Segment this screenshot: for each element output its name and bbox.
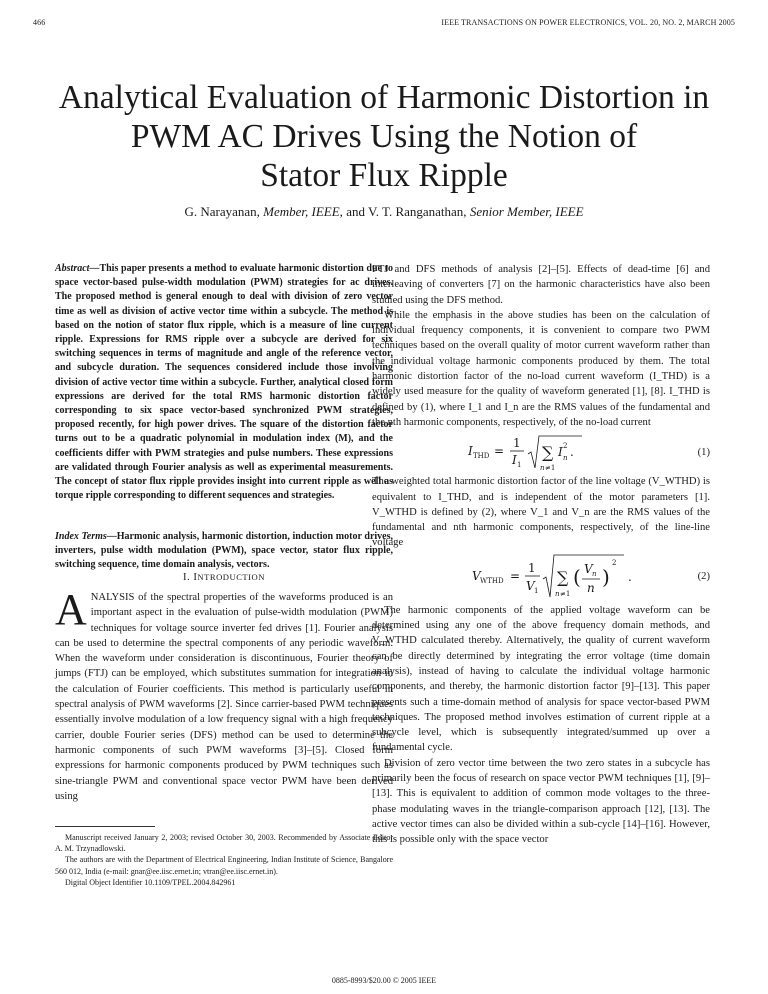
svg-text:V: V (584, 561, 593, 576)
svg-text:2: 2 (612, 558, 617, 567)
svg-text:n: n (563, 454, 568, 463)
right-column (372, 262, 710, 848)
svg-text:≠1: ≠1 (560, 589, 571, 598)
equation-1-number: (1) (697, 446, 710, 458)
svg-text:∑: ∑ (557, 567, 569, 587)
title-line-2: PWM AC Drives Using the Notion of (130, 118, 638, 155)
footnote-divider (55, 826, 155, 827)
author-line (40, 204, 728, 220)
page-number: 466 (33, 18, 46, 27)
section-heading-introduction (55, 572, 393, 583)
svg-text:): ) (602, 564, 610, 589)
svg-text:I: I (468, 444, 473, 459)
index-terms-text: Harmonic analysis, harmonic distortion, induction motor drives, inverters, pulse width modulation (PWM), space vector, stator flux ripple, switching sequence, time domain analysis, vectors. (55, 531, 393, 571)
svg-text:I: I (558, 445, 563, 460)
svg-text:=: = (510, 568, 521, 583)
paper-title (40, 78, 728, 195)
svg-text:I: I (512, 453, 517, 468)
author-2-role: Senior Member, IEEE (466, 204, 584, 219)
equation-1-graphic (372, 430, 672, 474)
svg-text:THD: THD (473, 452, 490, 461)
section-number: I. (183, 572, 194, 583)
drop-cap: A (55, 585, 87, 634)
svg-text:(: ( (573, 564, 581, 589)
footnote-affiliation: The authors are with the Department of Electrical Engineering, Indian Institute of Science, Bangalore 560 012, India (e-mail: gnar@ee.iisc.ernet.in; vtran@ee.iisc.ernet.in). (55, 855, 393, 876)
equation-1 (372, 430, 710, 474)
equation-2 (372, 551, 710, 603)
author-conjunction: and (342, 204, 368, 219)
abstract-lead: Abstract— (55, 263, 100, 274)
running-head: IEEE TRANSACTIONS ON POWER ELECTRONICS, VOL. 20, NO. 2, MARCH 2005 (441, 18, 735, 27)
equation-2-graphic (372, 551, 672, 603)
copyright-line: 0885-8993/$20.00 © 2005 IEEE (331, 976, 437, 985)
index-terms (55, 530, 393, 573)
intro-text: NALYSIS of the spectral properties of the waveforms produced is an important aspect in the evaluation of pulse-width modulation (PWM) techniques for voltage source inverter fed drives [1]. Fourier analysis can be used to determine the spectral components of any periodic waveform. When the waveform under consideration is discontinuous, Fourier theory of jumps (FTJ) can be employed, which substitutes summation for integration in the calculation of Fourier coefficients. This method is particularly useful in spectral analysis of PWM waveforms [2]. Since carrier-based PWM techniques essentially involve modulation of a low frequency signal with a high frequency carrier, double Fourier series (DFS) method can be used to determine the harmonic components of such PWM waveforms [3]–[5]. Closed form expressions for harmonic components produced by PWM techniques such as sine-triangle PWM and conventional space vector PWM have been derived using (55, 592, 393, 802)
introduction-paragraph (55, 585, 393, 804)
svg-text:≠1: ≠1 (545, 464, 556, 473)
svg-text:1: 1 (528, 560, 536, 575)
footnote-doi: Digital Object Identifier 10.1109/TPEL.2004.842961 (65, 877, 236, 887)
svg-text:n: n (592, 569, 597, 578)
svg-text:1: 1 (513, 436, 521, 451)
abstract (55, 262, 393, 503)
svg-text:.: . (570, 445, 574, 460)
abstract-text: This paper presents a method to evaluate harmonic distortion due to space vector-based pulse-width modulation (PWM) strategies for ac drives. The proposed method is general enough to deal with division of zero vector time as well as division of active vector time within a subcycle. The method is based on the notion of stator flux ripple, which is a measure of line current ripple. Expressions for RMS ripple over a subcycle are derived for six switching sequences in terms of magnitude and angle of the reference vector, and subcycle duration. The sequences considered include those involving division of active vector time within a subcycle. Further, analytical closed form expressions are derived for the total RMS harmonic distortion factor corresponding to six space vector-based synchronized PWM strategies, proposed recently, for high power drives. The square of the distortion factor turns out to be a quadratic polynomial in modulation index (M), and the coefficients differ with PWM strategies and pulse numbers. These expressions are validated through Fourier analysis as well as experimental measurements. The concept of stator flux ripple provides insight into current ripple as well as torque ripple corresponding to different sequences and strategies. (55, 263, 393, 502)
footnote-received: Manuscript received January 2, 2003; revised October 30, 2003. Recommended by Associate Editor A. M. Trzynadlowski. (55, 833, 393, 854)
svg-text:V: V (472, 568, 481, 583)
svg-text:=: = (494, 444, 505, 459)
svg-text:1: 1 (517, 461, 522, 470)
svg-text:n: n (540, 464, 545, 473)
svg-text:.: . (628, 569, 632, 584)
svg-text:2: 2 (563, 442, 568, 451)
title-line-3: Stator Flux Ripple (260, 157, 508, 194)
svg-text:1: 1 (534, 586, 539, 595)
section-rest: NTRODUCTION (197, 572, 265, 582)
svg-text:n: n (555, 589, 560, 598)
rc-paragraph-5: Division of zero vector time between the two zero states in a subcycle has primarily been the focus of research on space vector PWM techniques [1], [9]–[13]. This is equivalent to addition of common mode voltages to the three-phase modulating waves in the triangle-comparison approach [12], [13]. The active vector times can also be divided within a sub-cycle [14]–[16]. However, this is possible only with the space vector (372, 757, 710, 846)
index-terms-lead: Index Terms— (55, 531, 117, 542)
rc-paragraph-4: The harmonic components of the applied voltage waveform can be determined using any one of the above frequency domain methods, and V_WTHD calculated thereby. Alternatively, the quality of current waveform can be directly determined by integrating the error voltage (time domain analysis), instead of having to calculate the individual voltage harmonic components, and thereby, the harmonic distortion factor [9]–[13]. This paper presents such a time-domain method of analysis for space vector-based PWM techniques. The proposed method involves estimation of current ripple at a subcycle level, which is subsequently integrated/summed up over a fundamental cycle. (372, 604, 710, 754)
svg-text:WTHD: WTHD (480, 576, 504, 585)
rc-paragraph-1: FTJ and DFS methods of analysis [2]–[5]. Effects of dead-time [6] and interleaving of converters [7] on the harmonic characteristics have also been studied using the DFS method. (372, 264, 710, 306)
svg-text:n: n (587, 580, 595, 595)
title-line-1: Analytical Evaluation of Harmonic Distortion in (58, 79, 710, 116)
rc-paragraph-3: The weighted total harmonic distortion factor of the line voltage (V_WTHD) is equivalent to I_THD, and is independent of the motor parameters [1]. V_WTHD is defined by (2), where V_1 and V_n are the RMS values of the fundamental and nth harmonic components, respectively, of the line-line voltage (372, 476, 710, 549)
rc-paragraph-2: While the emphasis in the above studies has been on the calculation of individual frequency components, it is convenient to compare two PWM techniques based on the overall quality of motor current waveform rather than the individual voltage harmonic components produced by them. The total harmonic distortion factor of the no-load current waveform (I_THD) is a widely used measure for the quality of waveform generated [1], [8]. I_THD is defined by (1), where I_1 and I_n are the RMS values of the fundamental and the nth harmonic components, respectively, of the no-load current (372, 309, 710, 428)
equation-2-number: (2) (697, 571, 710, 583)
svg-text:∑: ∑ (542, 443, 554, 463)
author-2-name: V. T. Ranganathan, (367, 204, 467, 219)
section-first-letter: I (193, 572, 198, 583)
author-1-role: Member, IEEE, (259, 204, 343, 219)
svg-text:V: V (526, 578, 535, 593)
footnotes (55, 832, 393, 888)
author-1-name: G. Narayanan, (184, 204, 260, 219)
